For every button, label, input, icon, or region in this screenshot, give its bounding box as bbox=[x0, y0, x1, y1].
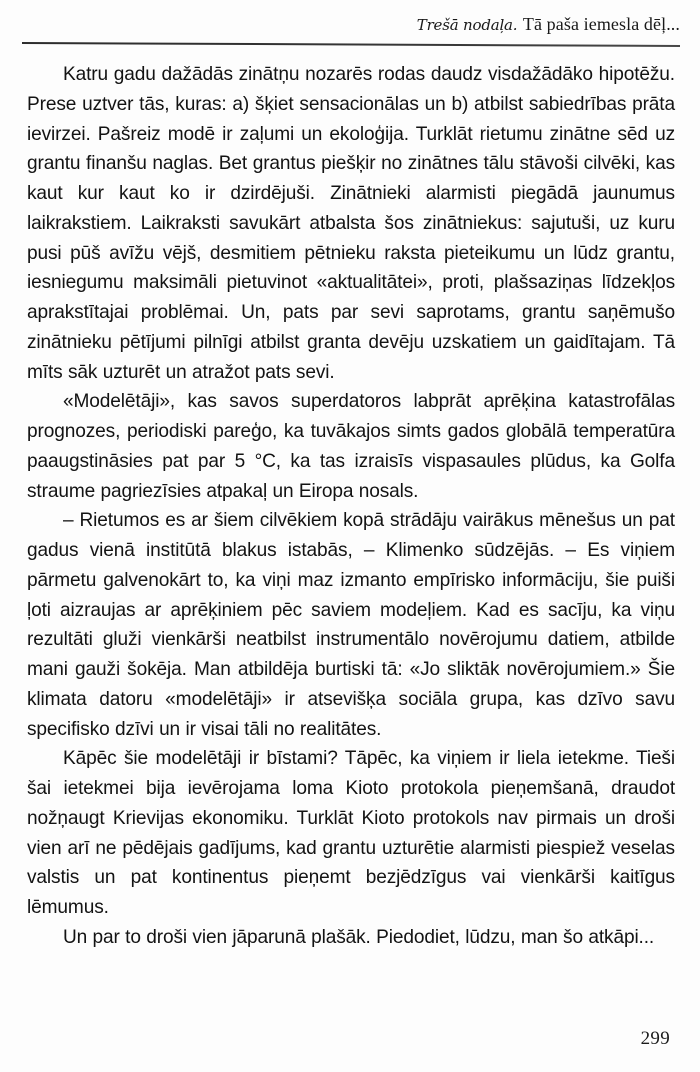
paragraph-3: – Rietumos es ar šiem cilvēkiem kopā strādāju vairākus mēnešus un pat gadus vienā institūtā blakus istabās, – Klimenko sūdzējās. – Es viņiem pārmetu galvenokārt to, ka viņi maz izmanto empīrisko informāciju, šie puiši ļoti aizraujas ar aprēķiniem pēc saviem modeļiem. Kad es sacīju, ka viņu rezultāti gluži vienkārši neatbilst instrumentālo novērojumu datiem, atbilde mani gauži šokēja. Man atbildēja burtiski tā: «Jo sliktāk novērojumiem.» Šie klimata datoru «modelētāji» ir atsevišķa sociāla grupa, kas dzīvo savu specifisko dzīvi un ir visai tāli no realitātes. bbox=[27, 510, 675, 740]
paragraph-5: Un par to droši vien jāparunā plašāk. Piedodiet, lūdzu, man šo atkāpi... bbox=[63, 926, 655, 948]
running-head-chapter-label: Trešā nodaļa. bbox=[416, 16, 518, 34]
paragraph-4: Kāpēc šie modelētāji ir bīstami? Tāpēc, ka viņiem ir liela ietekme. Tieši šai ietekmei bija ievērojama loma Kioto protokola pieņemšanā, draudot nožņaugt Krievijas ekonomiku. Turklāt Kioto protokols nav pirmais un droši vien arī ne pēdējais gadījums, kad grantu uzturētie alarmisti piespiež veselas valstis un pat kontinentus pieņemt bezjēdzīgus vai vienkārši kaitīgus lēmumus. bbox=[27, 748, 675, 918]
paragraph-2: «Modelētāji», kas savos superdatoros labprāt aprēķina katastrofālas prognozes, periodiski pareģo, ka tuvākajos simts gados globālā temperatūra paaugstināsies pat par 5 °C, ka tas izraisīs vispasaules plūdus, ka Golfa straume pagriezīsies atpakaļ un Eiropa nosals. bbox=[27, 391, 675, 502]
paragraph-1: Katru gadu dažādās zinātņu nozarēs rodas daudz visdažādāko hipotēžu. Prese uztver tās, kuras: a) šķiet sensacionālas un b) atbilst sabiedrības prāta ievirzei. Pašreiz modē ir zaļumi un ekoloģija. Turklāt rietumu zinātne sēd uz grantu finanšu naglas. Bet grantus piešķir no zinātnes tālu stāvoši cilvēki, kas kaut kur kaut ko ir dzirdējuši. Zinātnieki alarmisti piegādā jaunumus laikrakstiem. Laikraksti savukārt atbalsta šos zinātniekus: sajutuši, uz kuru pusi pūš avīžu vējš, desmitiem pētnieku raksta pieteikumu un lūdz grantu, iesniegumu maksimāli pietuvinot «aktualitātei», proti, plašsaziņas līdzekļos aprakstītajai problēmai. Un, pats par sevi saprotams, grantu saņēmušo zinātnieku pētījumi pilnīgi atbilst granta devēju uzskatiem un gaidītajam. Tā mīts sāk uzturēt un atražot pats sevi. bbox=[27, 64, 675, 383]
running-head bbox=[22, 14, 680, 44]
running-head-title: Tā paša iemesla dēļ... bbox=[522, 14, 680, 34]
page-number: 299 bbox=[640, 1028, 670, 1049]
body-text-column bbox=[27, 60, 675, 953]
